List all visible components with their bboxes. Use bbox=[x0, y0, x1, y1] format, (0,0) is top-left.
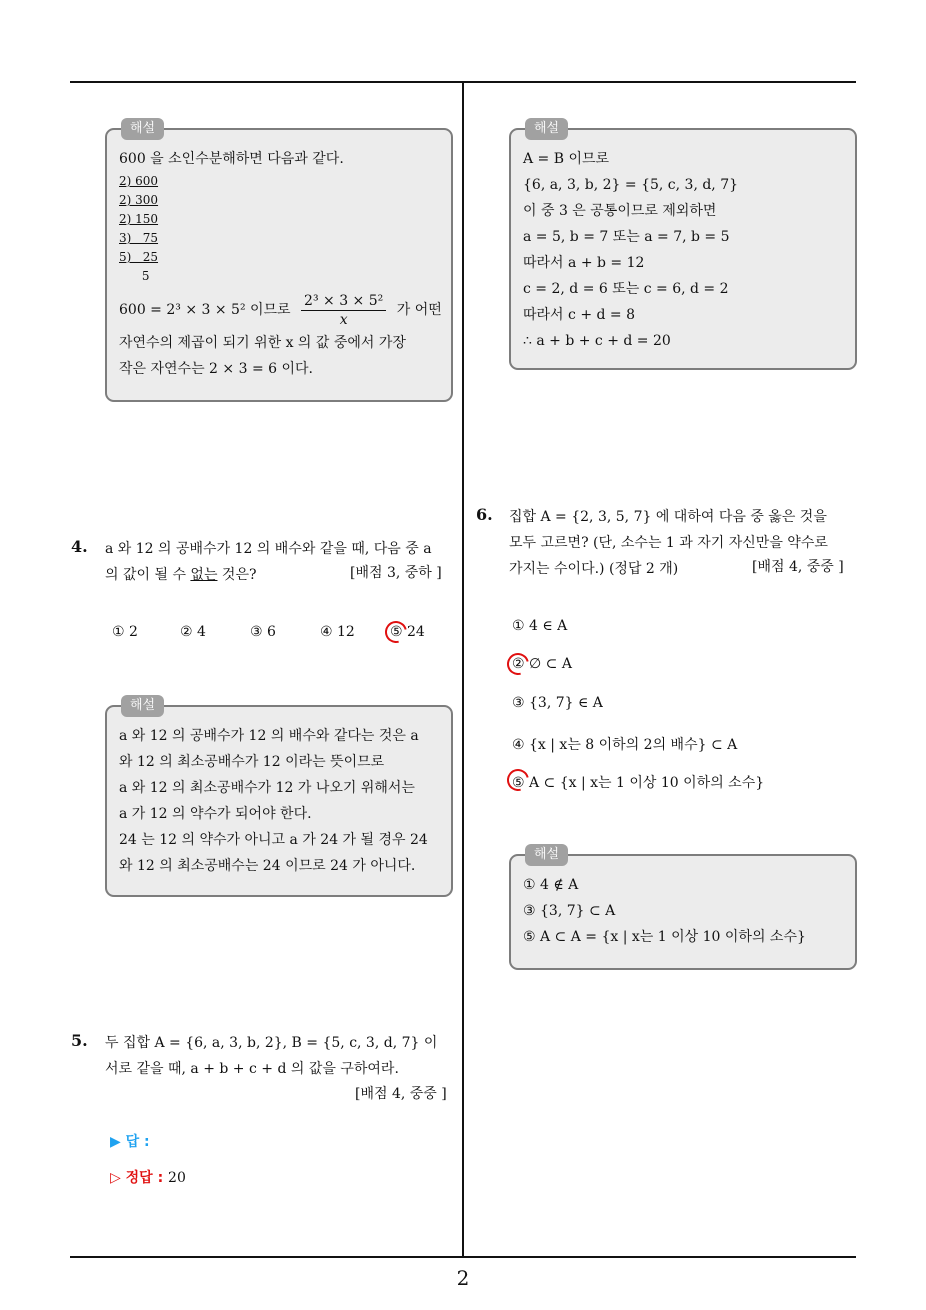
prime-division bbox=[119, 172, 439, 286]
page-number: 2 bbox=[456, 1266, 470, 1290]
question-line: 서로 같을 때, a + b + c + d 의 값을 구하여라. bbox=[105, 1061, 399, 1077]
choice-5[interactable]: ⑤ A ⊂ {x | x는 1 이상 10 이하의 소수} bbox=[512, 775, 765, 791]
solution-line: ∴ a + b + c + d = 20 bbox=[523, 333, 671, 349]
choice-3[interactable]: ③ {3, 7} ∈ A bbox=[512, 695, 603, 711]
answer-mark-circle bbox=[381, 617, 411, 647]
score-label: [배점 4, 중중 ] bbox=[355, 1086, 447, 1102]
division-step: 2) 600 bbox=[119, 174, 159, 188]
solution-line: 자연수의 제곱이 되기 위한 x 의 값 중에서 가장 bbox=[119, 335, 406, 351]
question-line: 집합 A = {2, 3, 5, 7} 에 대하여 다음 중 옳은 것을 bbox=[509, 509, 827, 525]
choice-2[interactable]: ② ∅ ⊂ A bbox=[512, 656, 572, 672]
division-step: 5) 25 bbox=[119, 250, 159, 264]
question-line: a 와 12 의 공배수가 12 의 배수와 같을 때, 다음 중 a bbox=[105, 541, 432, 557]
solution-line: 따라서 a + b = 12 bbox=[523, 255, 645, 271]
solution-line: ③ {3, 7} ⊂ A bbox=[523, 903, 616, 919]
correct-answer-label bbox=[110, 1167, 186, 1187]
column-divider bbox=[462, 82, 464, 1257]
solution-box-4 bbox=[105, 698, 453, 897]
solution-tag: 해설 bbox=[525, 118, 568, 140]
solution-line: 24 는 12 의 약수가 아니고 a 가 24 가 될 경우 24 bbox=[119, 832, 428, 848]
solution-line: 이 중 3 은 공통이므로 제외하면 bbox=[523, 203, 717, 219]
solution-text: 600 = 2³ × 3 × 5² 이므로 bbox=[119, 302, 291, 318]
division-step: 2) 300 bbox=[119, 193, 159, 207]
solution-line: c = 2, d = 6 또는 c = 6, d = 2 bbox=[523, 281, 729, 297]
solution-line: ⑤ A ⊂ A = {x | x는 1 이상 10 이하의 소수} bbox=[523, 929, 806, 945]
division-step: 2) 150 bbox=[119, 212, 159, 226]
solution-line: A = B 이므로 bbox=[523, 151, 610, 167]
solution-line bbox=[119, 290, 442, 330]
solution-line: 따라서 c + d = 8 bbox=[523, 307, 635, 323]
question-line: 두 집합 A = {6, a, 3, b, 2}, B = {5, c, 3, d, 7} 이 bbox=[105, 1035, 438, 1051]
solution-box-3 bbox=[105, 121, 453, 402]
solution-line: a 와 12 의 공배수가 12 의 배수와 같다는 것은 a bbox=[119, 728, 419, 744]
score-label: [배점 3, 중하 ] bbox=[350, 565, 442, 581]
solution-line: 작은 자연수는 2 × 3 = 6 이다. bbox=[119, 361, 313, 377]
solution-line: a 가 12 의 약수가 되어야 한다. bbox=[119, 806, 312, 822]
solution-line: a = 5, b = 7 또는 a = 7, b = 5 bbox=[523, 229, 730, 245]
solution-text: 가 어떤 bbox=[396, 302, 442, 318]
choice-4[interactable]: ④ {x | x는 8 이하의 2의 배수} ⊂ A bbox=[512, 737, 738, 753]
solution-tag: 해설 bbox=[525, 844, 568, 866]
solution-line: 600 을 소인수분해하면 다음과 같다. bbox=[119, 151, 344, 167]
choice-1[interactable]: ① 4 ∈ A bbox=[512, 618, 568, 634]
solution-tag: 해설 bbox=[121, 695, 164, 717]
question-number: 5. bbox=[71, 1031, 88, 1050]
solution-line: 와 12 의 최소공배수가 12 이라는 뜻이므로 bbox=[119, 754, 385, 770]
fraction-denominator: x bbox=[339, 311, 348, 328]
solution-line: 와 12 의 최소공배수는 24 이므로 24 가 아니다. bbox=[119, 858, 416, 874]
solution-line: {6, a, 3, b, 2} = {5, c, 3, d, 7} bbox=[523, 177, 739, 193]
question-text: 것은? bbox=[217, 567, 257, 583]
choice-5[interactable]: ⑤ 24 bbox=[390, 624, 425, 640]
question-number: 6. bbox=[476, 505, 493, 524]
question-emphasis: 없는 bbox=[190, 567, 218, 583]
question-line: 모두 고르면? (단, 소수는 1 과 자기 자신만을 약수로 bbox=[509, 535, 828, 551]
question-5-text bbox=[105, 1030, 457, 1082]
choice-1[interactable]: ① 2 bbox=[112, 624, 138, 640]
division-step: 3) 75 bbox=[119, 231, 159, 245]
fraction bbox=[301, 292, 386, 329]
correct-answer-prefix: ▷ 정답 : bbox=[110, 1170, 164, 1186]
question-text: 의 값이 될 수 bbox=[105, 567, 191, 583]
score-label: [배점 4, 중중 ] bbox=[752, 559, 844, 575]
question-number: 4. bbox=[71, 537, 88, 556]
choice-2[interactable]: ② 4 bbox=[180, 624, 206, 640]
fraction-numerator: 2³ × 3 × 5² bbox=[301, 292, 386, 311]
division-step: 5 bbox=[119, 269, 150, 283]
solution-line: a 와 12 의 최소공배수가 12 가 나오기 위해서는 bbox=[119, 780, 415, 796]
answer-input-label[interactable]: ▶ 답 : bbox=[110, 1134, 150, 1150]
solution-line: ① 4 ∉ A bbox=[523, 877, 579, 893]
correct-answer-value: 20 bbox=[168, 1170, 186, 1186]
solution-box-q bbox=[509, 121, 857, 370]
bottom-rule bbox=[70, 1256, 856, 1258]
question-line: 가지는 수이다.) (정답 2 개) bbox=[509, 561, 679, 577]
solution-box-6 bbox=[509, 847, 857, 970]
solution-tag: 해설 bbox=[121, 118, 164, 140]
answer-mark-circle bbox=[503, 649, 533, 679]
choice-3[interactable]: ③ 6 bbox=[250, 624, 276, 640]
choice-4[interactable]: ④ 12 bbox=[320, 624, 355, 640]
